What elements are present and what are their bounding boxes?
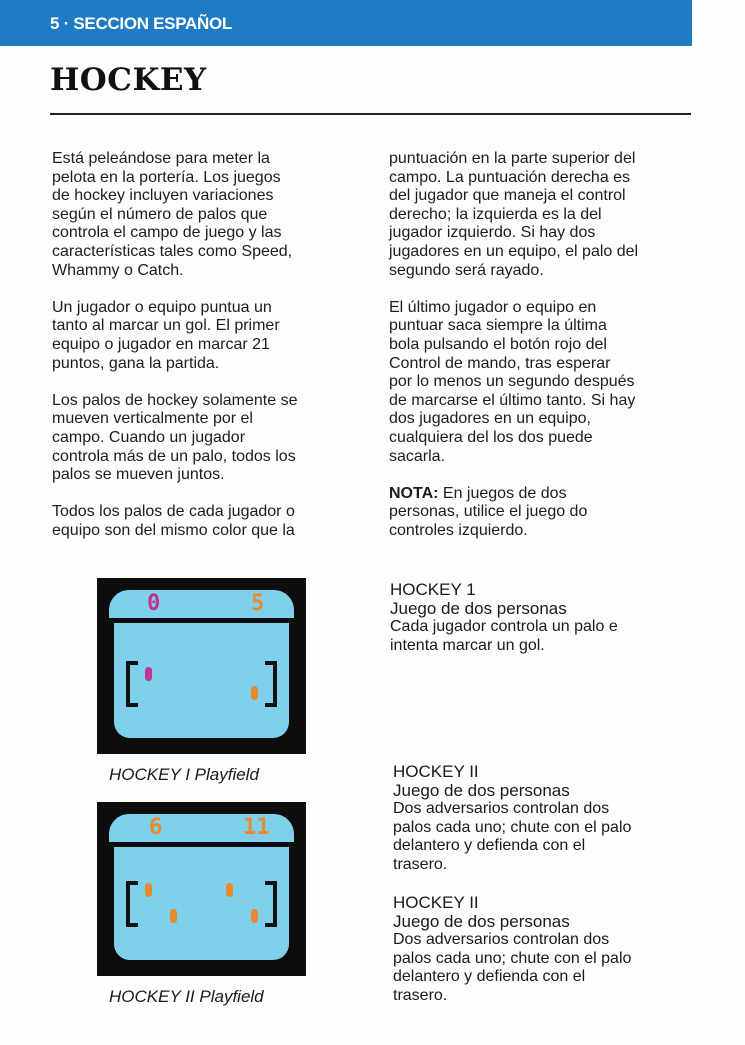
score-band xyxy=(109,590,294,618)
game-hockey-2 xyxy=(393,763,723,874)
paragraph-sticks: Los palos de hockey solamente se mueven verticalmente por el campo. Cuando un jugador controla más de un palo, todos los palos se mueven juntos. xyxy=(52,391,298,484)
game-hockey-2-repeat xyxy=(393,894,723,1005)
right-front-stick xyxy=(226,883,233,897)
hockey-1-playfield-screen xyxy=(97,578,306,754)
left-goal xyxy=(126,661,138,707)
game-title: HOCKEY II xyxy=(393,762,479,781)
page-title: HOCKEY xyxy=(50,62,207,98)
game-hockey-1 xyxy=(390,581,720,655)
playfield-2-caption: HOCKEY II Playfield xyxy=(109,987,264,1006)
paragraph-note xyxy=(389,485,699,541)
score-band xyxy=(109,814,294,842)
right-back-stick xyxy=(251,909,258,923)
game-description: Dos adversarios controlan dos palos cada uno; chute con el palo delantero y defienda con el trasero. xyxy=(393,800,632,873)
left-front-stick xyxy=(170,909,177,923)
rink-field xyxy=(114,623,289,738)
score-left: 0 xyxy=(147,591,161,616)
right-stick xyxy=(251,686,258,700)
playfield-1-caption: HOCKEY I Playfield xyxy=(109,765,259,784)
rink-field xyxy=(114,847,289,960)
score-right: 5 xyxy=(251,591,265,616)
paragraph-colors: Todos los palos de cada jugador o equipo son del mismo color que la xyxy=(52,503,295,539)
left-stick xyxy=(145,667,152,681)
left-back-stick xyxy=(145,883,152,897)
game-title: HOCKEY 1 xyxy=(390,580,476,599)
title-divider xyxy=(50,113,691,115)
game-title: HOCKEY II xyxy=(393,893,479,912)
paragraph-intro: Está peleándose para meter la pelota en la portería. Los juegos de hockey incluyen variaciones según el número de palos que controla el campo de juego y las características tales como Speed, Whammy o Catch. xyxy=(52,150,293,279)
section-header-bar xyxy=(0,0,692,46)
paragraph-scoring: Un jugador o equipo puntua un tanto al marcar un gol. El primer equipo o jugador en marcar 21 puntos, gana la partida. xyxy=(52,298,280,372)
game-description: Dos adversarios controlan dos palos cada uno; chute con el palo delantero y defienda con el trasero. xyxy=(393,931,632,1004)
game-description: Cada jugador controla un palo e intenta marcar un gol. xyxy=(390,618,618,654)
game-subtitle: Juego de dos personas xyxy=(390,598,567,618)
section-label: 5 · SECCION ESPAÑOL xyxy=(50,14,232,33)
paragraph-serve: El último jugador o equipo en puntuar saca siempre la última bola pulsando el botón rojo del Control de mando, tras esperar por lo menos un segundo después de marcarse el último tanto. Si hay dos jugadores en un equipo, cualquiera del los dos puede sacarla. xyxy=(389,298,636,465)
hockey-2-playfield-screen xyxy=(97,802,306,976)
paragraph-score-position: puntuación en la parte superior del campo. La puntuación derecha es del jugador que maneja el control derecho; la izquierda es la del jugador izquierdo. Si hay dos jugadores en un equipo, el palo del segundo será rayado. xyxy=(389,150,639,279)
right-column xyxy=(389,150,699,559)
left-goal xyxy=(126,881,138,927)
left-column xyxy=(52,150,357,559)
game-subtitle: Juego de dos personas xyxy=(393,780,570,800)
note-label: NOTA: xyxy=(389,484,439,502)
right-goal xyxy=(265,881,277,927)
score-right: 11 xyxy=(243,815,270,840)
note-text: En juegos de dos personas, utilice el juego do controles izquierdo. xyxy=(389,484,588,539)
score-left: 6 xyxy=(149,815,163,840)
game-subtitle: Juego de dos personas xyxy=(393,911,570,931)
right-goal xyxy=(265,661,277,707)
